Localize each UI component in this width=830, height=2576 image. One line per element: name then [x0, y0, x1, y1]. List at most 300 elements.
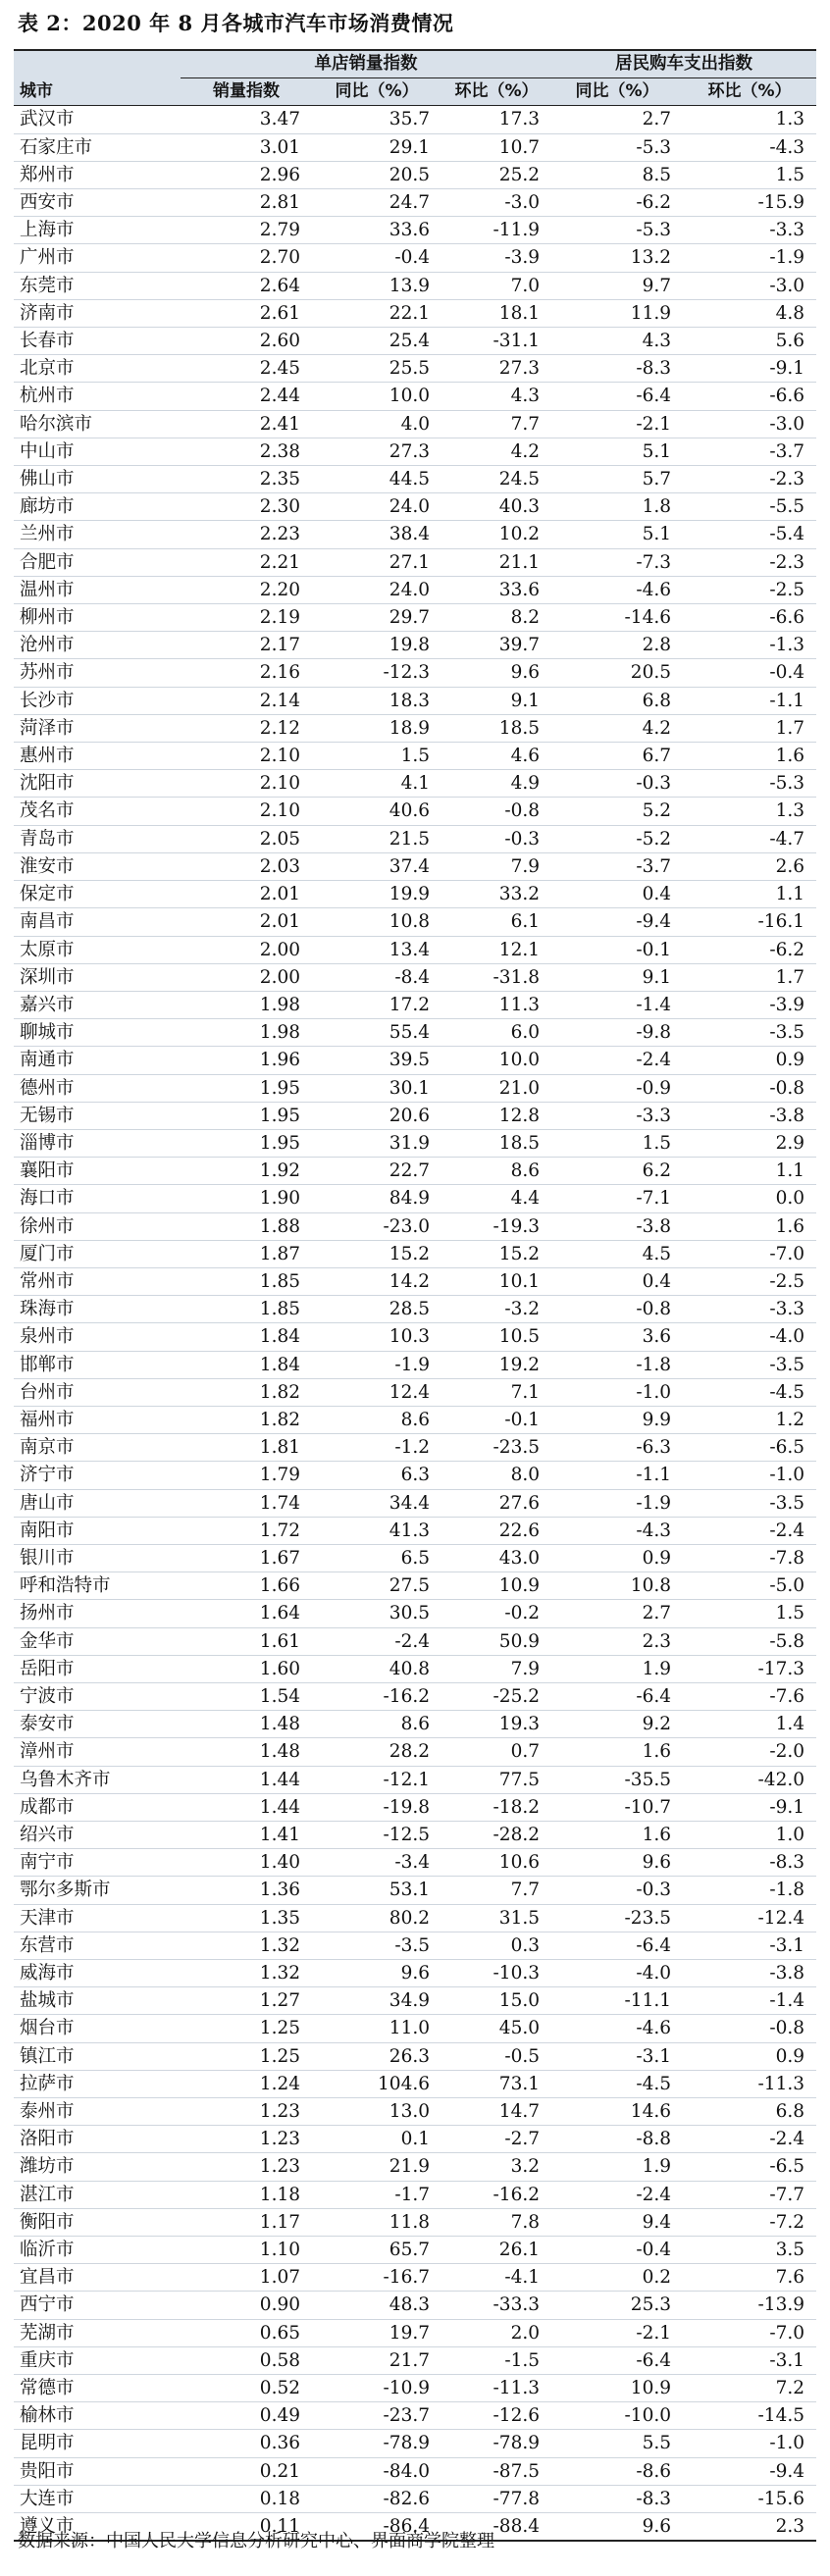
sales-mom-cell: 15.2 — [441, 1240, 551, 1267]
sales-mom-cell: -0.3 — [441, 825, 551, 852]
spending-yoy-cell: 9.4 — [551, 2208, 683, 2236]
sales-index-cell: 1.85 — [181, 1267, 312, 1295]
spending-yoy-cell: 9.6 — [551, 2513, 683, 2542]
table-row — [14, 493, 816, 521]
city-cell: 泰州市 — [14, 2098, 181, 2126]
city-cell: 无锡市 — [14, 1102, 181, 1129]
city-cell: 济南市 — [14, 299, 181, 327]
sales-yoy-cell: 8.6 — [312, 1406, 441, 1433]
city-cell: 聊城市 — [14, 1019, 181, 1047]
sales-mom-cell: 7.9 — [441, 1655, 551, 1682]
city-cell: 深圳市 — [14, 963, 181, 991]
spending-mom-cell: -4.7 — [683, 825, 816, 852]
spending-yoy-cell: 6.8 — [551, 687, 683, 714]
sales-yoy-cell: 21.9 — [312, 2153, 441, 2181]
table-row — [14, 1682, 816, 1710]
sales-yoy-cell: 65.7 — [312, 2237, 441, 2264]
sales-mom-cell: -33.3 — [441, 2292, 551, 2319]
table-row — [14, 1987, 816, 2015]
sales-mom-cell: -0.1 — [441, 1406, 551, 1433]
table-row — [14, 383, 816, 410]
sales-yoy-cell: 55.4 — [312, 1019, 441, 1047]
spending-yoy-cell: -2.1 — [551, 2319, 683, 2346]
spending-mom-cell: -3.9 — [683, 991, 816, 1018]
table-row — [14, 576, 816, 603]
spending-yoy-cell: -4.0 — [551, 1960, 683, 1987]
spending-mom-cell: 2.3 — [683, 2513, 816, 2542]
sales-index-cell: 1.74 — [181, 1489, 312, 1517]
city-cell: 兰州市 — [14, 521, 181, 548]
city-cell: 郑州市 — [14, 161, 181, 188]
sales-yoy-cell: 6.5 — [312, 1544, 441, 1571]
spending-yoy-cell: -35.5 — [551, 1766, 683, 1793]
sales-mom-cell: 10.0 — [441, 1047, 551, 1074]
spending-yoy-cell: -2.1 — [551, 410, 683, 438]
spending-yoy-cell: -4.6 — [551, 576, 683, 603]
spending-yoy-cell: -6.4 — [551, 1682, 683, 1710]
spending-yoy-cell: 9.1 — [551, 963, 683, 991]
sales-mom-cell: 77.5 — [441, 1766, 551, 1793]
sales-index-cell: 2.10 — [181, 770, 312, 798]
city-cell: 芜湖市 — [14, 2319, 181, 2346]
sales-yoy-cell: 4.1 — [312, 770, 441, 798]
city-cell: 南宁市 — [14, 1849, 181, 1877]
sales-mom-cell: 12.1 — [441, 936, 551, 963]
sales-mom-cell: 4.4 — [441, 1185, 551, 1212]
city-cell: 南昌市 — [14, 908, 181, 936]
sales-yoy-cell: 10.3 — [312, 1323, 441, 1351]
table-row — [14, 2292, 816, 2319]
sales-mom-cell: 9.6 — [441, 659, 551, 687]
city-cell: 石家庄市 — [14, 133, 181, 161]
sales-index-cell: 1.23 — [181, 2126, 312, 2153]
spending-yoy-cell: -6.4 — [551, 2346, 683, 2374]
spending-mom-cell: 1.5 — [683, 161, 816, 188]
group-header-store-sales: 单店销量指数 — [181, 50, 551, 78]
spending-mom-cell: -3.5 — [683, 1489, 816, 1517]
spending-yoy-cell: -6.3 — [551, 1434, 683, 1462]
sales-mom-cell: 10.7 — [441, 133, 551, 161]
table-row — [14, 189, 816, 217]
sales-index-cell: 1.67 — [181, 1544, 312, 1571]
spending-mom-cell: -3.3 — [683, 217, 816, 244]
spending-mom-cell: -1.3 — [683, 632, 816, 659]
spending-yoy-cell: -4.3 — [551, 1517, 683, 1544]
city-cell: 洛阳市 — [14, 2126, 181, 2153]
city-cell: 金华市 — [14, 1627, 181, 1655]
spending-yoy-cell: -7.3 — [551, 548, 683, 576]
sales-yoy-cell: 4.0 — [312, 410, 441, 438]
city-cell: 呼和浩特市 — [14, 1572, 181, 1600]
sales-mom-cell: 10.2 — [441, 521, 551, 548]
table-row — [14, 1378, 816, 1406]
sales-mom-cell: -77.8 — [441, 2485, 551, 2512]
table-row — [14, 410, 816, 438]
sales-mom-cell: 4.2 — [441, 438, 551, 465]
sales-index-cell: 2.96 — [181, 161, 312, 188]
sales-yoy-cell: -16.7 — [312, 2264, 441, 2292]
city-cell: 东营市 — [14, 1932, 181, 1959]
sales-mom-cell: -0.2 — [441, 1600, 551, 1627]
sales-index-cell: 1.96 — [181, 1047, 312, 1074]
table-row — [14, 1074, 816, 1102]
sales-index-cell: 2.01 — [181, 881, 312, 908]
sales-mom-cell: 27.6 — [441, 1489, 551, 1517]
sales-mom-cell: -19.3 — [441, 1212, 551, 1240]
spending-yoy-cell: -3.3 — [551, 1102, 683, 1129]
sales-mom-cell: 40.3 — [441, 493, 551, 521]
city-cell: 温州市 — [14, 576, 181, 603]
sales-yoy-cell: 19.8 — [312, 632, 441, 659]
sales-index-cell: 1.54 — [181, 1682, 312, 1710]
sales-mom-cell: 17.3 — [441, 106, 551, 133]
spending-yoy-cell: -6.4 — [551, 383, 683, 410]
spending-mom-cell: -3.5 — [683, 1019, 816, 1047]
group-header-resident-spending: 居民购车支出指数 — [551, 50, 816, 78]
table-row — [14, 2430, 816, 2457]
spending-mom-cell: -17.3 — [683, 1655, 816, 1682]
sales-mom-cell: 27.3 — [441, 355, 551, 383]
spending-yoy-cell: 1.8 — [551, 493, 683, 521]
sales-yoy-cell: 27.5 — [312, 1572, 441, 1600]
spending-yoy-cell: 9.7 — [551, 272, 683, 299]
sales-index-cell: 1.40 — [181, 1849, 312, 1877]
spending-mom-cell: -6.5 — [683, 1434, 816, 1462]
spending-yoy-cell: 14.6 — [551, 2098, 683, 2126]
sales-yoy-cell: 28.2 — [312, 1738, 441, 1766]
table-title: 表 2：2020 年 8 月各城市汽车市场消费情况 — [18, 11, 454, 35]
table-row — [14, 466, 816, 493]
spending-yoy-cell: -8.8 — [551, 2126, 683, 2153]
city-cell: 衡阳市 — [14, 2208, 181, 2236]
sales-index-cell: 2.41 — [181, 410, 312, 438]
spending-mom-cell: -42.0 — [683, 1766, 816, 1793]
table-row — [14, 1019, 816, 1047]
sales-mom-cell: -4.1 — [441, 2264, 551, 2292]
sales-index-cell: 2.44 — [181, 383, 312, 410]
spending-yoy-cell: -11.1 — [551, 1987, 683, 2015]
table-row — [14, 2402, 816, 2430]
city-cell: 镇江市 — [14, 2042, 181, 2070]
spending-mom-cell: -9.1 — [683, 1793, 816, 1821]
sales-mom-cell: 6.0 — [441, 1019, 551, 1047]
spending-yoy-cell: 8.5 — [551, 161, 683, 188]
spending-mom-cell: -1.0 — [683, 1462, 816, 1489]
sales-yoy-cell: -86.4 — [312, 2513, 441, 2542]
sales-yoy-cell: 19.7 — [312, 2319, 441, 2346]
column-header-spending-yoy: 同比（%） — [551, 78, 683, 106]
sales-index-cell: 1.48 — [181, 1738, 312, 1766]
table-row — [14, 1158, 816, 1185]
spending-yoy-cell: -5.3 — [551, 217, 683, 244]
spending-yoy-cell: -8.3 — [551, 355, 683, 383]
sales-mom-cell: 14.7 — [441, 2098, 551, 2126]
table-row — [14, 1960, 816, 1987]
spending-yoy-cell: 1.9 — [551, 2153, 683, 2181]
sales-yoy-cell: 48.3 — [312, 2292, 441, 2319]
sales-mom-cell: 18.5 — [441, 1129, 551, 1157]
sales-index-cell: 1.98 — [181, 1019, 312, 1047]
sales-yoy-cell: 34.4 — [312, 1489, 441, 1517]
city-cell: 菏泽市 — [14, 714, 181, 742]
city-cell: 唐山市 — [14, 1489, 181, 1517]
spending-mom-cell: -7.7 — [683, 2181, 816, 2208]
table-row — [14, 1793, 816, 1821]
sales-yoy-cell: 21.5 — [312, 825, 441, 852]
table-row — [14, 2015, 816, 2042]
city-cell: 西宁市 — [14, 2292, 181, 2319]
table-row — [14, 521, 816, 548]
table-row — [14, 825, 816, 852]
sales-index-cell: 2.03 — [181, 852, 312, 880]
sales-yoy-cell: -78.9 — [312, 2430, 441, 2457]
city-cell: 贵阳市 — [14, 2457, 181, 2485]
sales-mom-cell: -3.9 — [441, 244, 551, 272]
spending-mom-cell: -8.3 — [683, 1849, 816, 1877]
spending-mom-cell: -2.4 — [683, 1517, 816, 1544]
sales-mom-cell: 2.0 — [441, 2319, 551, 2346]
spending-mom-cell: -3.0 — [683, 410, 816, 438]
sales-yoy-cell: -19.8 — [312, 1793, 441, 1821]
spending-yoy-cell: -3.1 — [551, 2042, 683, 2070]
table-row — [14, 1627, 816, 1655]
sales-mom-cell: 4.3 — [441, 383, 551, 410]
table-row — [14, 133, 816, 161]
table-row — [14, 1462, 816, 1489]
sales-index-cell: 1.60 — [181, 1655, 312, 1682]
sales-mom-cell: 19.2 — [441, 1351, 551, 1378]
spending-yoy-cell: 2.3 — [551, 1627, 683, 1655]
spending-yoy-cell: 10.8 — [551, 1572, 683, 1600]
spending-yoy-cell: 5.5 — [551, 2430, 683, 2457]
sales-yoy-cell: -8.4 — [312, 963, 441, 991]
spending-mom-cell: 6.8 — [683, 2098, 816, 2126]
sales-index-cell: 2.60 — [181, 328, 312, 355]
city-cell: 茂名市 — [14, 798, 181, 825]
sales-index-cell: 1.90 — [181, 1185, 312, 1212]
sales-index-cell: 2.00 — [181, 963, 312, 991]
sales-index-cell: 1.61 — [181, 1627, 312, 1655]
sales-yoy-cell: 29.1 — [312, 133, 441, 161]
sales-mom-cell: -11.3 — [441, 2375, 551, 2402]
sales-index-cell: 0.11 — [181, 2513, 312, 2542]
column-header-sales-index: 销量指数 — [181, 78, 312, 106]
sales-index-cell: 2.38 — [181, 438, 312, 465]
city-consumption-table — [14, 49, 816, 2542]
spending-yoy-cell: 2.8 — [551, 632, 683, 659]
sales-yoy-cell: -3.5 — [312, 1932, 441, 1959]
sales-yoy-cell: 1.5 — [312, 743, 441, 770]
sales-yoy-cell: 9.6 — [312, 1960, 441, 1987]
spending-yoy-cell: -1.8 — [551, 1351, 683, 1378]
city-cell: 廊坊市 — [14, 493, 181, 521]
sales-index-cell: 1.48 — [181, 1711, 312, 1738]
city-cell: 拉萨市 — [14, 2070, 181, 2097]
sales-yoy-cell: -12.1 — [312, 1766, 441, 1793]
sales-yoy-cell: 44.5 — [312, 466, 441, 493]
sales-mom-cell: 18.5 — [441, 714, 551, 742]
spending-mom-cell: 7.6 — [683, 2264, 816, 2292]
city-cell: 北京市 — [14, 355, 181, 383]
sales-yoy-cell: 24.0 — [312, 493, 441, 521]
table-row — [14, 604, 816, 632]
sales-mom-cell: 19.3 — [441, 1711, 551, 1738]
sales-yoy-cell: 34.9 — [312, 1987, 441, 2015]
table-row — [14, 1766, 816, 1793]
city-cell: 湛江市 — [14, 2181, 181, 2208]
sales-yoy-cell: 41.3 — [312, 1517, 441, 1544]
sales-index-cell: 2.16 — [181, 659, 312, 687]
sales-index-cell: 1.18 — [181, 2181, 312, 2208]
spending-mom-cell: -5.8 — [683, 1627, 816, 1655]
sales-index-cell: 1.64 — [181, 1600, 312, 1627]
table-row — [14, 659, 816, 687]
table-row — [14, 1185, 816, 1212]
city-cell: 济宁市 — [14, 1462, 181, 1489]
sales-index-cell: 0.90 — [181, 2292, 312, 2319]
sales-yoy-cell: 31.9 — [312, 1129, 441, 1157]
group-header-blank — [14, 50, 181, 78]
sales-yoy-cell: 11.0 — [312, 2015, 441, 2042]
sales-index-cell: 2.64 — [181, 272, 312, 299]
sales-mom-cell: -12.6 — [441, 2402, 551, 2430]
city-cell: 沈阳市 — [14, 770, 181, 798]
sales-yoy-cell: 27.3 — [312, 438, 441, 465]
city-cell: 青岛市 — [14, 825, 181, 852]
table-row — [14, 1849, 816, 1877]
sales-yoy-cell: 20.5 — [312, 161, 441, 188]
city-cell: 鄂尔多斯市 — [14, 1877, 181, 1904]
sales-yoy-cell: 84.9 — [312, 1185, 441, 1212]
spending-mom-cell: -9.4 — [683, 2457, 816, 2485]
spending-yoy-cell: 0.2 — [551, 2264, 683, 2292]
spending-mom-cell: -3.1 — [683, 2346, 816, 2374]
sales-yoy-cell: 33.6 — [312, 217, 441, 244]
table-row — [14, 2457, 816, 2485]
city-cell: 沧州市 — [14, 632, 181, 659]
sales-index-cell: 0.58 — [181, 2346, 312, 2374]
sales-index-cell: 1.25 — [181, 2015, 312, 2042]
spending-yoy-cell: -8.6 — [551, 2457, 683, 2485]
table-row — [14, 355, 816, 383]
sales-mom-cell: -87.5 — [441, 2457, 551, 2485]
city-cell: 扬州市 — [14, 1600, 181, 1627]
sales-yoy-cell: -0.4 — [312, 244, 441, 272]
spending-mom-cell: -0.8 — [683, 1074, 816, 1102]
sales-yoy-cell: 18.9 — [312, 714, 441, 742]
city-cell: 泰安市 — [14, 1711, 181, 1738]
city-cell: 成都市 — [14, 1793, 181, 1821]
sales-mom-cell: 39.7 — [441, 632, 551, 659]
sales-yoy-cell: -16.2 — [312, 1682, 441, 1710]
spending-yoy-cell: -10.0 — [551, 2402, 683, 2430]
city-cell: 长沙市 — [14, 687, 181, 714]
spending-yoy-cell: -23.5 — [551, 1904, 683, 1932]
spending-mom-cell: -2.4 — [683, 2126, 816, 2153]
sales-mom-cell: -88.4 — [441, 2513, 551, 2542]
sales-yoy-cell: 26.3 — [312, 2042, 441, 2070]
spending-mom-cell: -5.4 — [683, 521, 816, 548]
sales-index-cell: 1.41 — [181, 1822, 312, 1849]
spending-mom-cell: -16.1 — [683, 908, 816, 936]
spending-mom-cell: 7.2 — [683, 2375, 816, 2402]
table-row — [14, 328, 816, 355]
spending-mom-cell: -2.3 — [683, 548, 816, 576]
sales-mom-cell: 10.5 — [441, 1323, 551, 1351]
sales-index-cell: 1.82 — [181, 1406, 312, 1433]
table-row — [14, 1240, 816, 1267]
table-row — [14, 1932, 816, 1959]
spending-yoy-cell: 2.7 — [551, 106, 683, 133]
table-row — [14, 1267, 816, 1295]
spending-mom-cell: 1.1 — [683, 881, 816, 908]
table-row — [14, 1212, 816, 1240]
sales-mom-cell: -1.5 — [441, 2346, 551, 2374]
city-cell: 漳州市 — [14, 1738, 181, 1766]
spending-yoy-cell: 1.5 — [551, 1129, 683, 1157]
sales-index-cell: 3.01 — [181, 133, 312, 161]
sales-index-cell: 1.25 — [181, 2042, 312, 2070]
spending-mom-cell: -5.5 — [683, 493, 816, 521]
sales-index-cell: 1.24 — [181, 2070, 312, 2097]
column-header-sales-yoy: 同比（%） — [312, 78, 441, 106]
table-body — [14, 106, 816, 2541]
spending-yoy-cell: -7.1 — [551, 1185, 683, 1212]
spending-mom-cell: -1.9 — [683, 244, 816, 272]
table-row — [14, 1406, 816, 1433]
spending-mom-cell: -7.6 — [683, 1682, 816, 1710]
sales-yoy-cell: 10.0 — [312, 383, 441, 410]
sales-index-cell: 2.05 — [181, 825, 312, 852]
spending-yoy-cell: -1.0 — [551, 1378, 683, 1406]
sales-index-cell: 1.72 — [181, 1517, 312, 1544]
sales-yoy-cell: 18.3 — [312, 687, 441, 714]
city-cell: 绍兴市 — [14, 1822, 181, 1849]
sales-yoy-cell: 14.2 — [312, 1267, 441, 1295]
spending-yoy-cell: -6.4 — [551, 1932, 683, 1959]
table-row — [14, 2181, 816, 2208]
sales-index-cell: 1.27 — [181, 1987, 312, 2015]
spending-yoy-cell: 1.9 — [551, 1655, 683, 1682]
sales-mom-cell: 31.5 — [441, 1904, 551, 1932]
spending-yoy-cell: -4.6 — [551, 2015, 683, 2042]
sales-yoy-cell: 20.6 — [312, 1102, 441, 1129]
sales-mom-cell: 4.9 — [441, 770, 551, 798]
column-header-city: 城市 — [14, 78, 181, 106]
sales-index-cell: 1.23 — [181, 2153, 312, 2181]
sales-yoy-cell: -2.4 — [312, 1627, 441, 1655]
sales-index-cell: 1.44 — [181, 1793, 312, 1821]
sales-mom-cell: 8.0 — [441, 1462, 551, 1489]
spending-mom-cell: -9.1 — [683, 355, 816, 383]
spending-yoy-cell: 0.4 — [551, 881, 683, 908]
spending-yoy-cell: 4.3 — [551, 328, 683, 355]
city-cell: 柳州市 — [14, 604, 181, 632]
sales-mom-cell: -10.3 — [441, 1960, 551, 1987]
city-cell: 哈尔滨市 — [14, 410, 181, 438]
table-row — [14, 1877, 816, 1904]
spending-yoy-cell: 1.6 — [551, 1822, 683, 1849]
spending-mom-cell: 0.0 — [683, 1185, 816, 1212]
spending-mom-cell: -4.3 — [683, 133, 816, 161]
spending-mom-cell: 0.9 — [683, 2042, 816, 2070]
sales-mom-cell: 33.2 — [441, 881, 551, 908]
spending-mom-cell: 1.1 — [683, 1158, 816, 1185]
sales-index-cell: 2.14 — [181, 687, 312, 714]
sales-index-cell: 1.07 — [181, 2264, 312, 2292]
spending-mom-cell: 1.7 — [683, 714, 816, 742]
sales-mom-cell: 4.6 — [441, 743, 551, 770]
